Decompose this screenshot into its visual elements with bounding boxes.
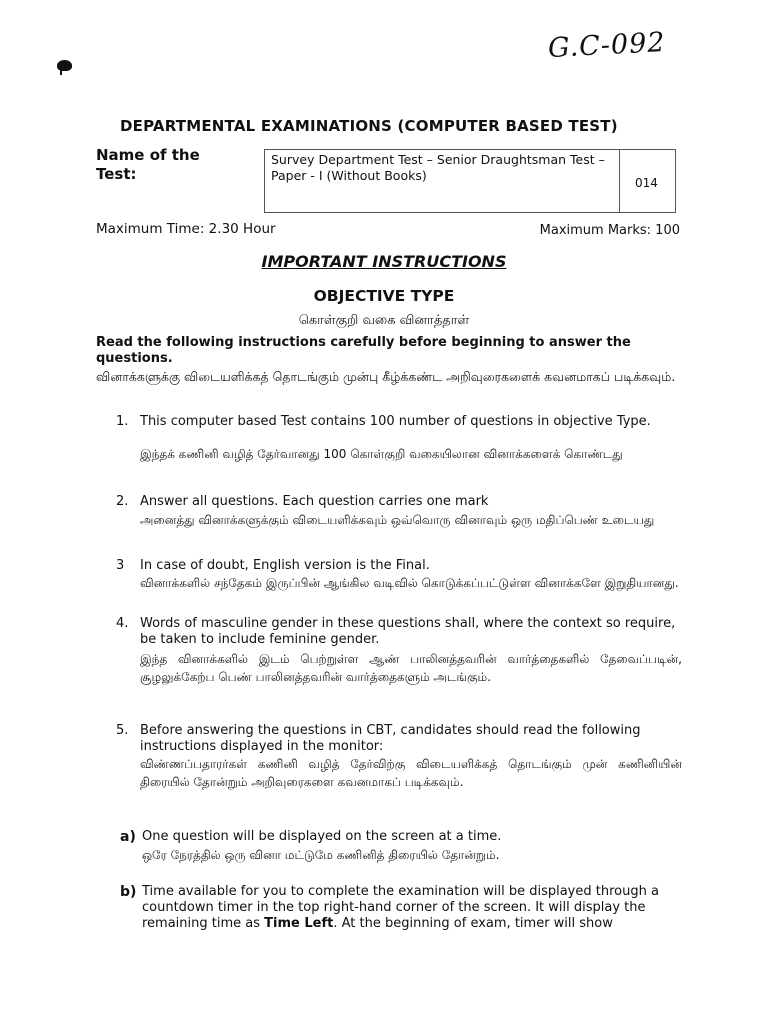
read-instructions-tamil: வினாக்களுக்கு விடையளிக்கத் தொடங்கும் முன்பு கீழ்க்கண்ட அறிவுரைகளைக் கவனமாகப் படிக்கவும். [96, 369, 676, 384]
test-code: 014 [635, 176, 658, 190]
important-instructions-heading: IMPORTANT INSTRUCTIONS [261, 252, 507, 271]
maximum-time: Maximum Time: 2.30 Hour [96, 221, 276, 237]
ink-mark [57, 60, 72, 71]
sub-text-part: Time available for you to complete the examination will be displayed through a countdown timer in the top right-hand corner of the screen. It will display the remaining time as [142, 884, 659, 931]
sub-text-tamil: ஒரே நேரத்தில் ஒரு வினா மட்டுமே கணினித் திரையில் தோன்றும். [142, 848, 500, 862]
item-text-tamil: விண்ணப்பதாரர்கள் கணினி வழித் தேர்விற்கு விடையளிக்கத் தொடங்கும் முன் கணினியின் திரையில் தோன்றும் அறிவுரைகளை கவனமாகப் படிக்கவும். [140, 757, 682, 789]
sub-text-english: One question will be displayed on the screen at a time. [142, 829, 502, 844]
item-text-english: In case of doubt, English version is the Final. [140, 558, 430, 573]
item-number: 1. [116, 414, 129, 429]
item-text-english: Before answering the questions in CBT, candidates should read the following instructions displayed in the monitor: [140, 723, 641, 754]
test-name-value: Survey Department Test – Senior Draughtsman Test – Paper - I (Without Books) [271, 152, 605, 183]
item-number: 5. [116, 723, 129, 738]
item-text-tamil: அனைத்து வினாக்களுக்கும் விடையளிக்கவும் ஒவ்வொரு வினாவும் ஒரு மதிப்பெண் உடையது [140, 513, 655, 527]
item-text-english: Answer all questions. Each question carries one mark [140, 494, 489, 509]
time-left-term: Time Left [264, 916, 334, 931]
sub-letter: b) [120, 884, 137, 900]
sub-text-part: . At the beginning of exam, timer will show [333, 916, 613, 931]
handwritten-reference: G.C-092 [547, 26, 667, 65]
item-number: 2. [116, 494, 129, 509]
objective-type-heading: OBJECTIVE TYPE [313, 287, 455, 305]
test-name-label: Name of the Test: [96, 146, 200, 183]
item-text-english: This computer based Test contains 100 number of questions in objective Type. [140, 414, 651, 429]
box-divider [619, 150, 620, 212]
department-header: DEPARTMENTAL EXAMINATIONS (COMPUTER BASED TEST) [120, 117, 618, 135]
item-text-english: Words of masculine gender in these questions shall, where the context so require, be taken to include feminine gender. [140, 616, 676, 647]
item-number: 4. [116, 616, 129, 631]
maximum-marks: Maximum Marks: 100 [539, 223, 680, 238]
objective-type-heading-tamil: கொள்குறி வகை வினாத்தாள் [298, 313, 470, 328]
read-instructions-english: Read the following instructions carefully before beginning to answer the questions. [96, 335, 631, 366]
item-text-tamil: இந்தக் கணினி வழித் தேர்வானது 100 கொள்குறி வகையிலான வினாக்களைக் கொண்டது [140, 447, 623, 461]
item-number: 3 [116, 558, 125, 573]
sub-text-english [142, 884, 680, 932]
test-name-box [264, 149, 676, 213]
item-text-tamil: இந்த வினாக்களில் இடம் பெற்றுள்ள ஆண் பாலினத்தவரின் வார்த்தைகளில் தேவைப்படின், சூழலுக்கேற்ப பெண் பாலினத்தவரின் வார்த்தைகளும் அடங்கும். [140, 652, 682, 684]
item-text-tamil: வினாக்களில் சந்தேகம் இருப்பின் ஆங்கில வடிவில் கொடுக்கப்பட்டுள்ள வினாக்களே இறுதியானது. [140, 576, 679, 590]
sub-letter: a) [120, 829, 136, 845]
